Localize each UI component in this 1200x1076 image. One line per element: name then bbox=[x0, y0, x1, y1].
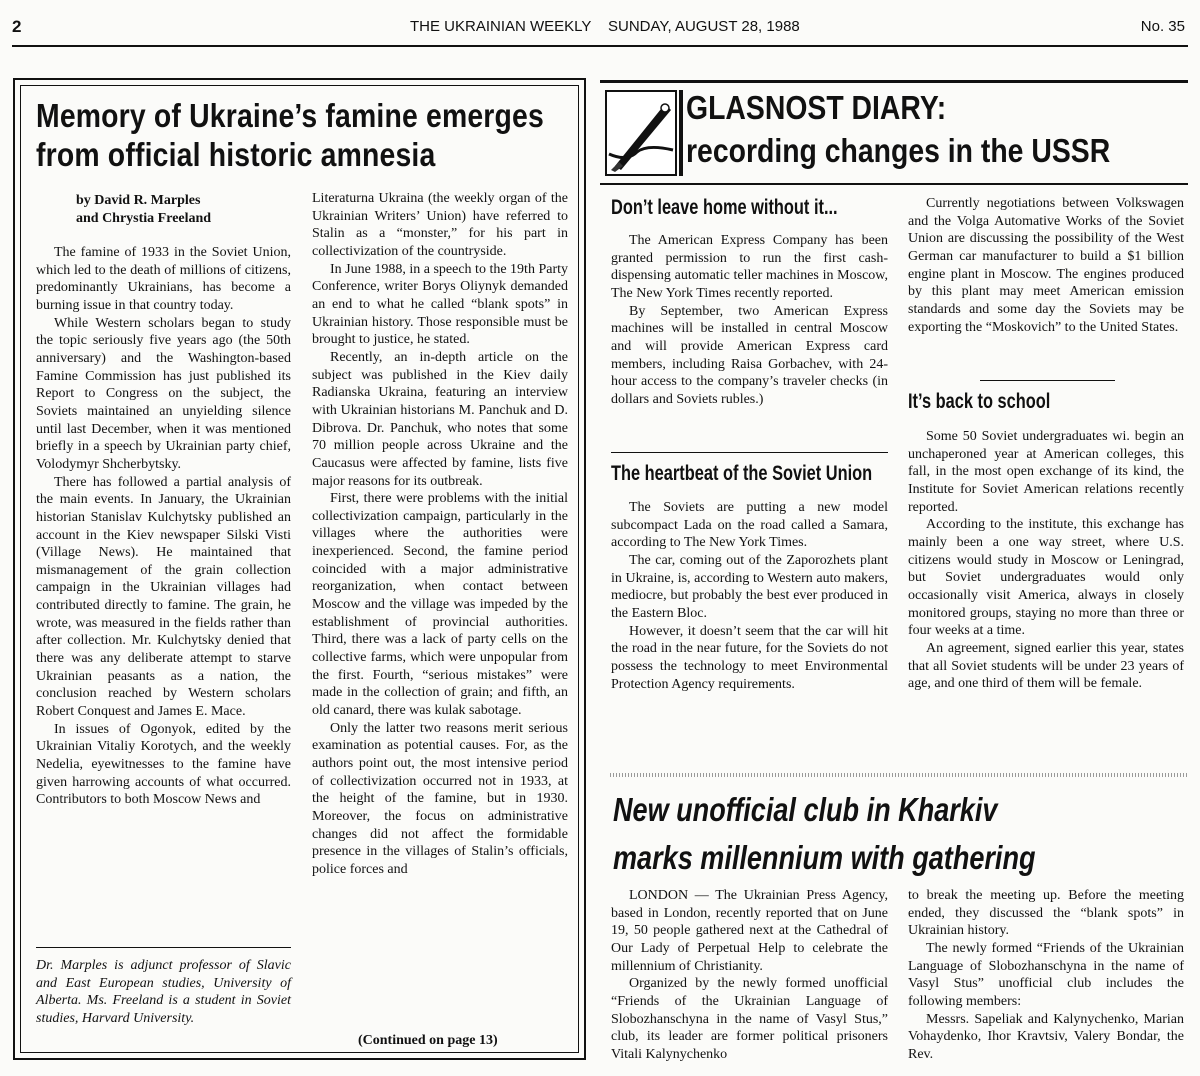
paragraph: However, it doesn’t seem that the car will hit the road in the near future, for the Soviets do not possess the technology to meet Environmental Protection Agency requirements. bbox=[611, 623, 888, 692]
paragraph: The famine of 1933 in the Soviet Union, which led to the death of millions of citizens, predominantly Ukrainians, has become a burning issue in that country today. bbox=[36, 245, 291, 313]
paragraph: The American Express Company has been granted permission to run the first cash-dispensing automatic teller machines in Moscow, The New York Times recently reported. bbox=[611, 233, 888, 301]
heartbeat-headline: The heartbeat of the Soviet Union bbox=[611, 462, 873, 485]
paragraph: Messrs. Sapeliak and Kalynychenko, Marian Vohaydenko, Ihor Kravtsiv, Valery Bondar, the Rev. bbox=[908, 1011, 1184, 1062]
paragraph: In June 1988, in a speech to the 19th Party Conference, writer Borys Oliynyk demanded an end to what he called “blank spots” in Ukrainian history. Those responsible must be brought to justice, he stated. bbox=[312, 261, 568, 348]
paragraph: Currently negotiations between Volkswagen and the Volga Automative Works of the Soviet Union are discussing the possibility of the West German car manufacturer to build a $1 billion engine plant in Moscow. The engines produced by this plant may meet American emission standards and some day the Soviets may be exporting the “Moskovich” to the United States. bbox=[908, 196, 1184, 335]
paragraph: While Western scholars began to study the topic seriously five years ago (the 50th anniversary) and the Washington-based Famine Commission has just published its Report to Congress on the subject, the Soviets maintained an unyielding silence until last December, when it was mentioned briefly in a speech by Ukrainian party chief, Volodymyr Shcherbytsky. bbox=[36, 315, 291, 472]
paragraph: Only the latter two reasons merit serious examination as potential causes. For, as the authors point out, the most intensive period of collectivization occurred not in 1933, at the height of the famine, but in 1930. Moreover, the focus on administrative changes did not affect the formidable presence in the villages of Stalin’s officials, police forces and bbox=[312, 720, 568, 877]
continued-link[interactable]: (Continued on page 13) bbox=[358, 1033, 498, 1048]
glasnost-top-rule bbox=[600, 80, 1188, 83]
paragraph: There has followed a partial analysis of the main events. In January, the Ukrainian historian Stanislav Kulchytsky published an account in the Kiev newspaper Silski Visti (Village News). He maintained that mismanagement of the grain collection campaign in the Ukrainian villages had contributed directly to famine. The grain, he wrote, was measured in the fields rather than after collection. Mr. Kulchytsky denied that there was any deliberate attempt to starve Ukrainian peasants as a nation, the conclusion reached by Western scholars Robert Conquest and James E. Mace. bbox=[36, 474, 291, 720]
school-column bbox=[908, 428, 1184, 693]
paragraph: LONDON — The Ukrainian Press Agency, based in London, recently reported that on June 19, 50 people gathered next at the Cathedral of Our Lady of Perpetual Help to celebrate the millennium of Christianity. bbox=[611, 888, 888, 974]
glasnost-title-bar bbox=[679, 90, 683, 176]
famine-headline: Memory of Ukraine’s famine emerges from official historic amnesia bbox=[36, 97, 544, 173]
famine-column-1 bbox=[36, 244, 291, 809]
glasnost-bottom-rule bbox=[600, 183, 1188, 185]
note-rule bbox=[36, 947, 291, 948]
issue-number: No. 35 bbox=[1140, 18, 1185, 35]
paragraph: The Soviets are putting a new model subcompact Lada on the road called a Samara, according to The New York Times. bbox=[611, 500, 888, 551]
paragraph: Some 50 Soviet undergraduates wi. begin an unchaperoned year at American colleges, this fall, in the most open exchange of its kind, the Institute for Soviet American relations recently reported. bbox=[908, 429, 1184, 515]
paragraph: The newly formed “Friends of the Ukrainian Language of Slobozhanschyna in the name of Vasyl Stus” unofficial club includes the following members: bbox=[908, 940, 1184, 1009]
heartbeat-rule bbox=[611, 452, 888, 453]
paragraph: First, there were problems with the initial collectivization campaign, particularly in the villages where the authorities were inexperienced. Second, the famine period coincided with a major administrative reorganization, when contact between Moscow and the village was impeded by the establishment of provincial authorities. Third, there was a lack of party cells on the collective farms, which were unpopular from the first. Fourth, “serious mistakes” were made in the collection of grain; and fifth, an old canard, there was kulak sabotage. bbox=[312, 491, 568, 719]
paragraph: Organized by the newly formed unofficial “Friends of the Ukrainian Language of Slobozhanschyna in the name of Vasyl Stus,” club, its leader are former political prisoners Vitali Kalynychenko bbox=[611, 976, 888, 1062]
school-headline: It’s back to school bbox=[908, 390, 1051, 413]
volkswagen-column bbox=[908, 195, 1184, 336]
paragraph: According to the institute, this exchange has mainly been a one way street, where U.S. citizens would study in Moscow or Leningrad, but Soviet undergraduates would only occasionally visit America, always in closely monitored groups, staying no more than three or four weeks at a time. bbox=[908, 517, 1184, 639]
author-note: Dr. Marples is adjunct professor of Slavic and East European studies, University of Alberta. Ms. Freeland is a student in Soviet studies, Harvard University. bbox=[36, 958, 291, 1027]
publication-name: THE UKRAINIAN WEEKLY bbox=[410, 18, 592, 35]
header-rule bbox=[12, 45, 1188, 47]
paragraph: By September, two American Express machines will be installed in central Moscow and will provide American Express card members, including Raisa Gorbachev, with 24-hour access to the company’s traveler checks (in dollars and Soviets rubles.) bbox=[611, 303, 888, 407]
school-rule bbox=[980, 380, 1115, 381]
famine-column-2 bbox=[312, 190, 568, 879]
famine-byline: by David R. Marples and Chrystia Freeland bbox=[76, 193, 212, 226]
glasnost-diary-title: GLASNOST DIARY: recording changes in the USSR bbox=[686, 89, 1111, 169]
page-header bbox=[12, 14, 1188, 40]
paragraph: to break the meeting up. Before the meeting ended, they discussed the “blank spots” in Ukrainian history. bbox=[908, 888, 1184, 939]
paragraph: The car, coming out of the Zaporozhets plant in Ukraine, is, according to Western auto makers, mediocre, but probably the best ever produced in the Eastern Bloc. bbox=[611, 552, 888, 621]
issue-date: SUNDAY, AUGUST 28, 1988 bbox=[608, 18, 800, 35]
quill-pen-icon bbox=[607, 92, 675, 174]
paragraph: Recently, an in-depth article on the subject was published in the Kiev daily Radianska Ukraina, featuring an interview with Ukrainian historians M. Panchuk and D. Dibrova. Dr. Panchuk, who notes that some 70 million people across Ukraine and the Caucasus were affected by famine, lists five major reasons for its outbreak. bbox=[312, 349, 568, 489]
page-number: 2 bbox=[12, 17, 22, 36]
paragraph: In issues of Ogonyok, edited by the Ukrainian Vitaliy Korotych, and the weekly Nedelia, eyewitnesses to the famine have given harrowing accounts of what occurred. Contributors to both Moscow News and bbox=[36, 721, 291, 808]
paragraph: Literaturna Ukraina (the weekly organ of the Ukrainian Writers’ Union) have referred to Stalin as a “monster,” for his part in collectivization of the countryside. bbox=[312, 191, 568, 259]
amex-column bbox=[611, 232, 888, 409]
amex-headline: Don’t leave home without it... bbox=[611, 196, 838, 219]
section-divider bbox=[610, 773, 1188, 777]
paragraph: An agreement, signed earlier this year, states that all Soviet students will be under 23 years of age, and one third of them will be female. bbox=[908, 640, 1184, 692]
kharkiv-column-1 bbox=[611, 887, 888, 1064]
kharkiv-headline: New unofficial club in Kharkiv marks millennium with gathering bbox=[613, 791, 1036, 876]
kharkiv-column-2 bbox=[908, 887, 1184, 1064]
glasnost-logo bbox=[605, 90, 677, 176]
heartbeat-column bbox=[611, 499, 888, 693]
